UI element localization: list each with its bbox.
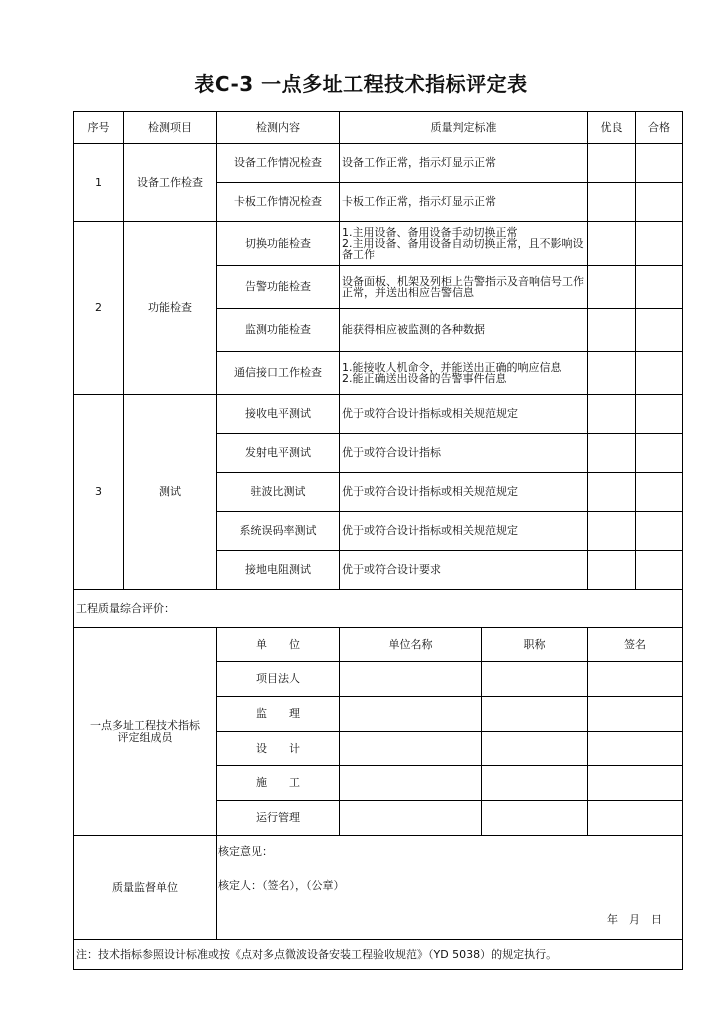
row-standard: 优于或符合设计指标 — [340, 434, 588, 473]
table-row — [74, 222, 683, 266]
row-standard: 优于或符合设计要求 — [340, 551, 588, 590]
qualified-cell[interactable] — [636, 395, 683, 434]
committee-header-row — [74, 628, 683, 662]
sign-cell[interactable] — [588, 766, 683, 801]
sign-cell[interactable] — [588, 662, 683, 697]
excellent-cell[interactable] — [588, 352, 636, 395]
committee-label: 一点多址工程技术指标评定组成员 — [74, 628, 217, 836]
title-cell[interactable] — [482, 662, 588, 697]
header-qualified: 合格 — [636, 112, 683, 144]
supervision-opinion-cell[interactable] — [217, 836, 683, 940]
footnote: 注：技术指标参照设计标准或按《点对多点微波设备安装工程验收规范》（YD 5038）的规定执行。 — [74, 940, 683, 970]
unit-name-header: 单位名称 — [340, 628, 482, 662]
qualified-cell[interactable] — [636, 144, 683, 183]
header-excellent: 优良 — [588, 112, 636, 144]
sign-header: 签名 — [588, 628, 683, 662]
unit-name-cell[interactable] — [340, 732, 482, 766]
overall-eval-label[interactable]: 工程质量综合评价： — [74, 590, 683, 628]
row-content: 接收电平测试 — [217, 395, 340, 434]
row-content: 驻波比测试 — [217, 473, 340, 512]
qualified-cell[interactable] — [636, 266, 683, 309]
group-seq: 1 — [74, 144, 124, 222]
header-seq: 序号 — [74, 112, 124, 144]
group-item: 测试 — [124, 395, 217, 590]
unit-name-cell[interactable] — [340, 662, 482, 697]
excellent-cell[interactable] — [588, 309, 636, 352]
standard-line: 1.能接收人机命令，并能送出正确的响应信息 — [342, 361, 562, 374]
row-standard: 能获得相应被监测的各种数据 — [340, 309, 588, 352]
table-row — [74, 144, 683, 183]
row-content: 接地电阻测试 — [217, 551, 340, 590]
note-row — [74, 940, 683, 970]
qualified-cell[interactable] — [636, 183, 683, 222]
row-standard: 卡板工作正常，指示灯显示正常 — [340, 183, 588, 222]
supervision-label: 质量监督单位 — [74, 836, 217, 940]
group-seq: 3 — [74, 395, 124, 590]
row-standard: 优于或符合设计指标或相关规范规定 — [340, 473, 588, 512]
excellent-cell[interactable] — [588, 183, 636, 222]
qualified-cell[interactable] — [636, 222, 683, 266]
unit-name-cell[interactable] — [340, 697, 482, 732]
row-content: 系统误码率测试 — [217, 512, 340, 551]
page-title: 表C-3 一点多址工程技术指标评定表 — [194, 72, 528, 96]
title-cell[interactable] — [482, 766, 588, 801]
standard-line: 2.主用设备、备用设备自动切换正常，且不影响设备工作 — [342, 237, 584, 261]
group-item: 功能检查 — [124, 222, 217, 395]
row-content: 告警功能检查 — [217, 266, 340, 309]
title-cell[interactable] — [482, 697, 588, 732]
excellent-cell[interactable] — [588, 434, 636, 473]
qualified-cell[interactable] — [636, 512, 683, 551]
title-cell[interactable] — [482, 732, 588, 766]
group-item: 设备工作检查 — [124, 144, 217, 222]
row-content: 设备工作情况检查 — [217, 144, 340, 183]
row-standard — [340, 352, 588, 395]
unit-label: 项目法人 — [217, 662, 340, 697]
date-label: 年 月 日 — [607, 913, 662, 926]
excellent-cell[interactable] — [588, 266, 636, 309]
title-header: 职称 — [482, 628, 588, 662]
unit-name-cell[interactable] — [340, 766, 482, 801]
opinion-label: 核定意见： — [218, 845, 273, 858]
qualified-cell[interactable] — [636, 434, 683, 473]
row-content: 切换功能检查 — [217, 222, 340, 266]
row-standard: 设备工作正常，指示灯显示正常 — [340, 144, 588, 183]
approver-label: 核定人：（签名），（公章） — [218, 879, 345, 892]
row-content: 发射电平测试 — [217, 434, 340, 473]
row-content: 卡板工作情况检查 — [217, 183, 340, 222]
row-content: 监测功能检查 — [217, 309, 340, 352]
row-standard — [340, 222, 588, 266]
excellent-cell[interactable] — [588, 473, 636, 512]
row-standard: 优于或符合设计指标或相关规范规定 — [340, 395, 588, 434]
qualified-cell[interactable] — [636, 352, 683, 395]
unit-label: 运行管理 — [217, 801, 340, 836]
evaluation-table — [73, 111, 683, 970]
unit-label: 施 工 — [217, 766, 340, 801]
unit-name-cell[interactable] — [340, 801, 482, 836]
excellent-cell[interactable] — [588, 144, 636, 183]
qualified-cell[interactable] — [636, 309, 683, 352]
header-content: 检测内容 — [217, 112, 340, 144]
sign-cell[interactable] — [588, 697, 683, 732]
qualified-cell[interactable] — [636, 473, 683, 512]
title-cell[interactable] — [482, 801, 588, 836]
standard-line: 2.能正确送出设备的告警事件信息 — [342, 372, 507, 385]
table-row — [74, 395, 683, 434]
header-row — [74, 112, 683, 144]
row-standard: 设备面板、机架及列柜上告警指示及音响信号工作正常，并送出相应告警信息 — [340, 266, 588, 309]
unit-header: 单 位 — [217, 628, 340, 662]
row-content: 通信接口工作检查 — [217, 352, 340, 395]
excellent-cell[interactable] — [588, 551, 636, 590]
excellent-cell[interactable] — [588, 395, 636, 434]
sign-cell[interactable] — [588, 801, 683, 836]
supervision-row — [74, 836, 683, 940]
excellent-cell[interactable] — [588, 222, 636, 266]
excellent-cell[interactable] — [588, 512, 636, 551]
unit-label: 监 理 — [217, 697, 340, 732]
row-standard: 优于或符合设计指标或相关规范规定 — [340, 512, 588, 551]
header-item: 检测项目 — [124, 112, 217, 144]
unit-label: 设 计 — [217, 732, 340, 766]
sign-cell[interactable] — [588, 732, 683, 766]
overall-eval-row — [74, 590, 683, 628]
standard-line: 1.主用设备、备用设备手动切换正常 — [342, 226, 518, 239]
qualified-cell[interactable] — [636, 551, 683, 590]
header-standard: 质量判定标准 — [340, 112, 588, 144]
group-seq: 2 — [74, 222, 124, 395]
